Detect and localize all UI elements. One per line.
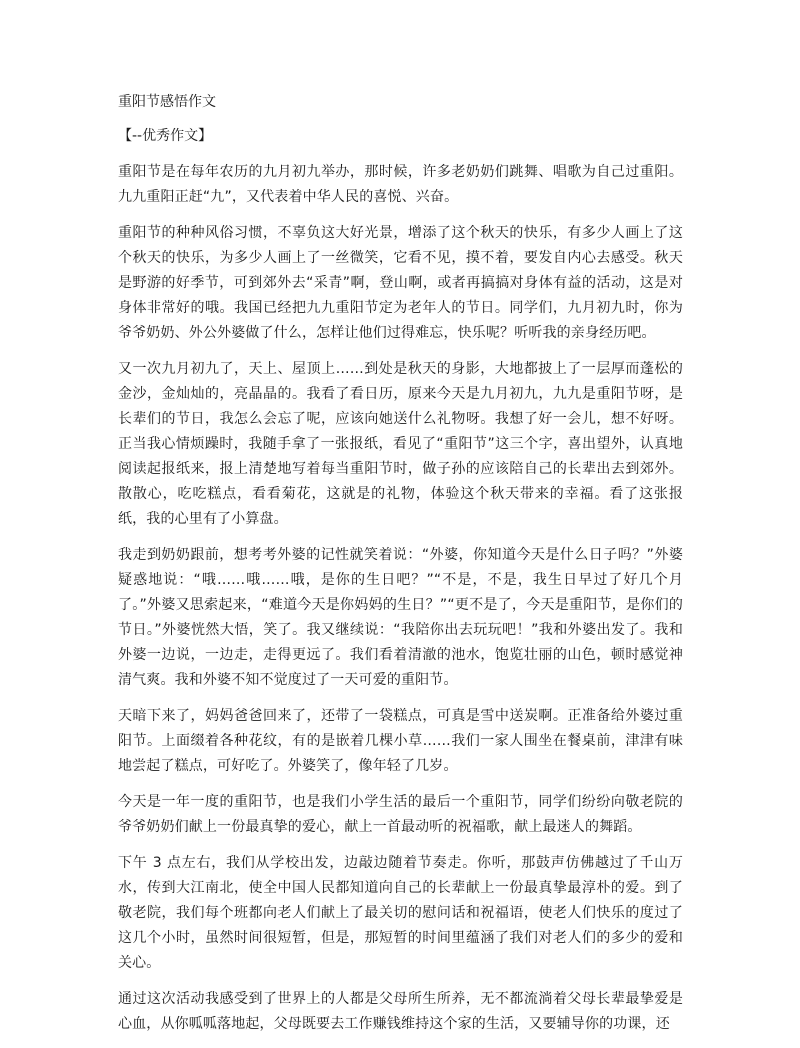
paragraph-5: 天暗下来了，妈妈爸爸回来了，还带了一袋糕点，可真是雪中送炭啊。正准备给外婆过重阳节。上面缀着各种花纹，有的是嵌着几棵小草……我们一家人围坐在餐桌前，津津有味地尝起了糕点，可好吃了。外婆笑了，像年轻了几岁。 — [118, 708, 683, 774]
paragraph-2: 重阳节的种种风俗习惯，不辜负这大好光景，增添了这个秋天的快乐，有多少人画上了这个秋天的快乐，为多少人画上了一丝微笑，它看不见，摸不着，要发自内心去感受。秋天是野游的好季节，可到郊外去“采青”啊，登山啊，或者再搞搞对身体有益的活动，这是对身体非常好的哦。我国已经把九九重阳节定为老年人的节日。同学们，九月初九时，你为爷爷奶奶、外公外婆做了什么，怎样让他们过得难忘，快乐呢？听听我的亲身经历吧。 — [118, 225, 683, 341]
document-title: 重阳节感悟作文 — [118, 94, 216, 110]
paragraph-1: 重阳节是在每年农历的九月初九举办，那时候，许多老奶奶们跳舞、唱歌为自己过重阳。九九重阳正赶“九”，又代表着中华人民的喜悦、兴奋。 — [118, 164, 683, 205]
paragraph-4: 我走到奶奶跟前，想考考外婆的记性就笑着说：“外婆，你知道今天是什么日子吗？”外婆疑惑地说：“哦……哦……哦，是你的生日吧？”“不是，不是，我生日早过了好几个月了。”外婆又思索起来，“难道今天是你妈妈的生日？”“更不是了，今天是重阳节，是你们的节日。”外婆恍然大悟，笑了。我又继续说：“我陪你出去玩玩吧！”我和外婆出发了。我和外婆一边说，一边走，走得更远了。我们看着清澈的池水，饱览壮丽的山色，顿时感觉神清气爽。我和外婆不知不觉度过了一天可爱的重阳节。 — [118, 547, 683, 688]
document-tag: 【--优秀作文】 — [118, 128, 213, 144]
paragraph-8: 通过这次活动我感受到了世界上的人都是父母所生所养，无不都流淌着父母长辈最挚爱是心血，从你呱呱落地起，父母既要去工作赚钱维持这个家的生活，又要辅导你的功课，还 — [118, 991, 683, 1032]
paragraph-6: 今天是一年一度的重阳节，也是我们小学生活的最后一个重阳节，同学们纷纷向敬老院的爷爷奶奶们献上一份最真挚的爱心，献上一首最动听的祝福歌，献上最迷人的舞蹈。 — [118, 794, 683, 835]
document-page — [118, 92, 683, 1048]
paragraph-7: 下午 3 点左右，我们从学校出发，边敲边随着节奏走。你听，那鼓声仿佛越过了千山万水，传到大江南北，使全中国人民都知道向自己的长辈献上一份最真挚最淳朴的爱。到了敬老院，我们每个班都向老人们献上了最关切的慰问话和祝福语，使老人们快乐的度过了这几个小时，虽然时间很短暂，但是，那短暂的时间里蕴涵了我们对老人们的多少的爱和关心。 — [118, 855, 683, 971]
paragraph-3: 又一次九月初九了，天上、屋顶上……到处是秋天的身影，大地都披上了一层厚而蓬松的金沙，金灿灿的，亮晶晶的。我看了看日历，原来今天是九月初九，九九是重阳节呀，是长辈们的节日，我怎么会忘了呢，应该向她送什么礼物呀。我想了好一会儿，想不好呀。正当我心情烦躁时，我随手拿了一张报纸，看见了“重阳节”这三个字，喜出望外，认真地阅读起报纸来，报上清楚地写着每当重阳节时，做子孙的应该陪自己的长辈出去到郊外。散散心，吃吃糕点，看看菊花，这就是的礼物，体验这个秋天带来的幸福。看了这张报纸，我的心里有了小算盘。 — [118, 361, 683, 527]
